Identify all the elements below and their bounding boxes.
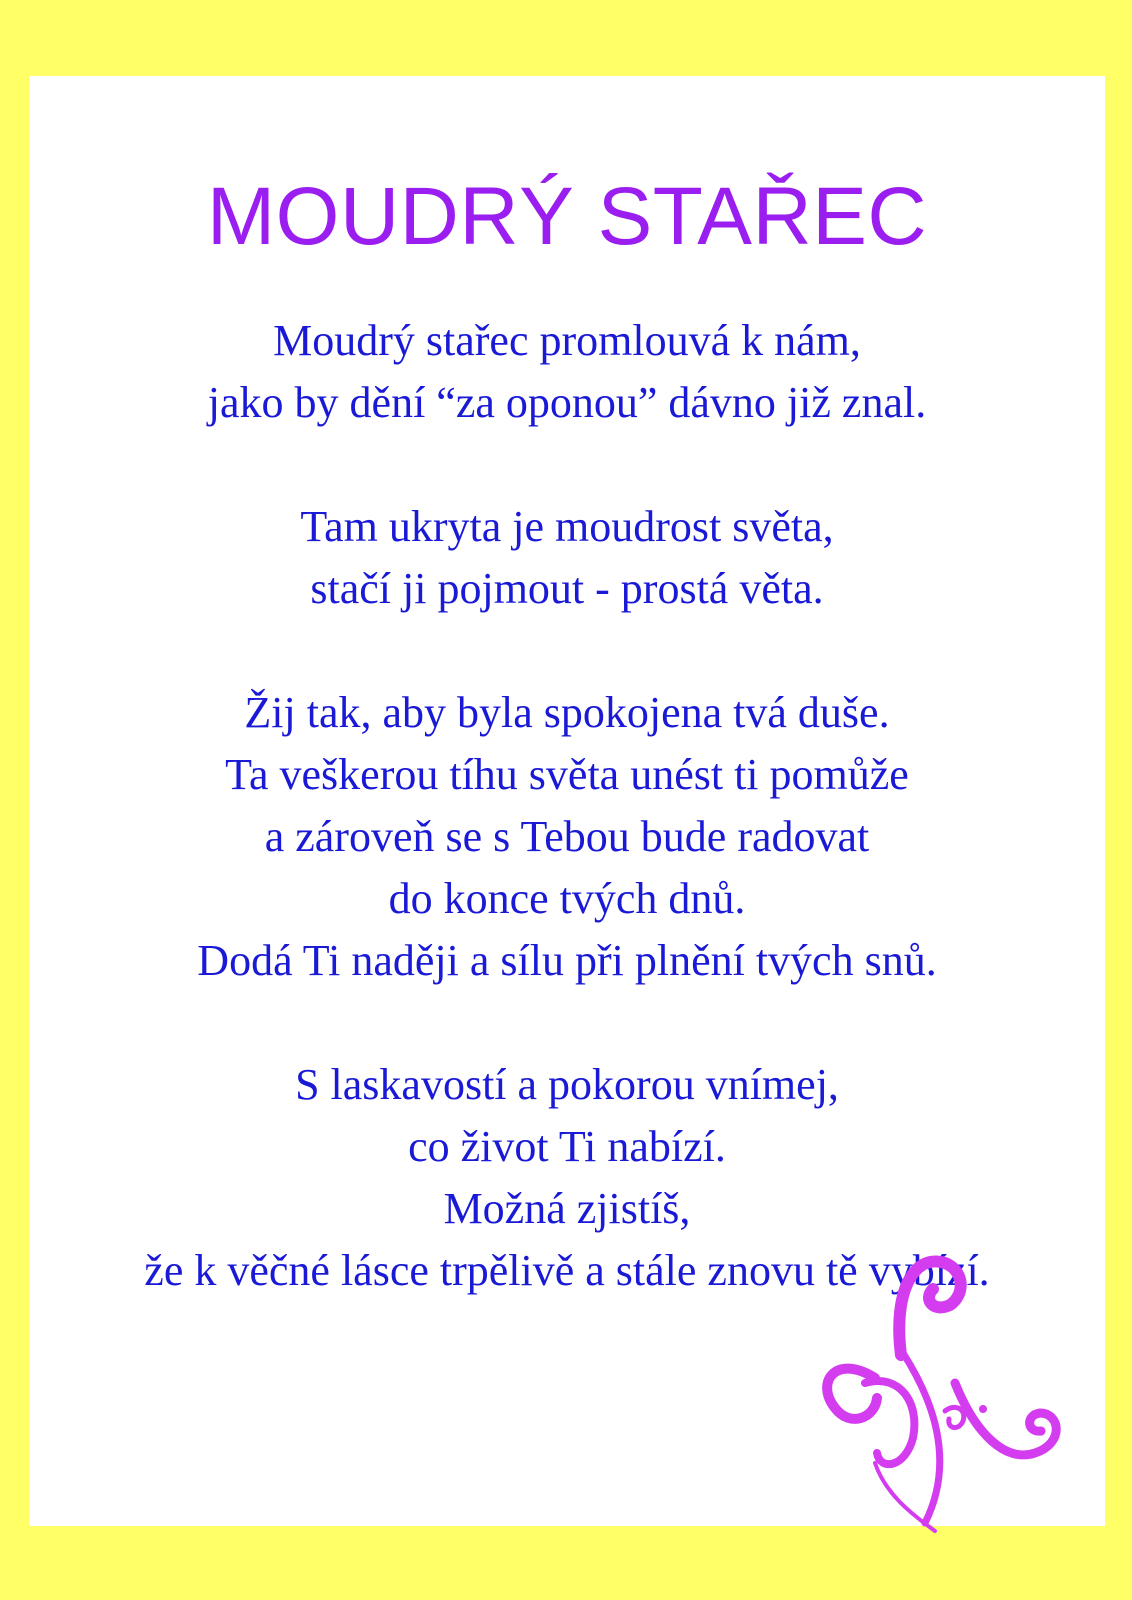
poem-title: MOUDRÝ STAŘEC [206,171,928,262]
stanza-2 [29,496,1105,620]
poem-line: Žij tak, aby byla spokojena tvá duše. [244,688,890,737]
poem-line: že k věčné lásce trpělivě a stále znovu tě vybízí. [144,1246,990,1295]
poem-line: jako by dění “za oponou” dávno již znal. [207,378,927,427]
poem-line: do konce tvých dnů. [388,874,746,923]
poem-line: Ta veškerou tíhu světa unést ti pomůže [225,750,909,799]
poem-line: S laskavostí a pokorou vnímej, [295,1060,839,1109]
stanza-1 [29,310,1105,434]
stanza-3 [29,682,1105,992]
poem-line: Moudrý stařec promlouvá k nám, [273,316,861,365]
signature-flourish-icon [805,1233,1080,1538]
poem-line: Možná zjistíš, [443,1184,691,1233]
poem-line: Tam ukryta je moudrost světa, [300,502,834,551]
poem-body [29,310,1105,1364]
poem-line: a zároveň se s Tebou bude radovat [264,812,870,861]
poem-line: stačí ji pojmout - prostá věta. [310,564,824,613]
poem-line: co život Ti nabízí. [408,1122,726,1171]
poem-line: Dodá Ti naději a sílu při plnění tvých snů. [197,936,937,985]
